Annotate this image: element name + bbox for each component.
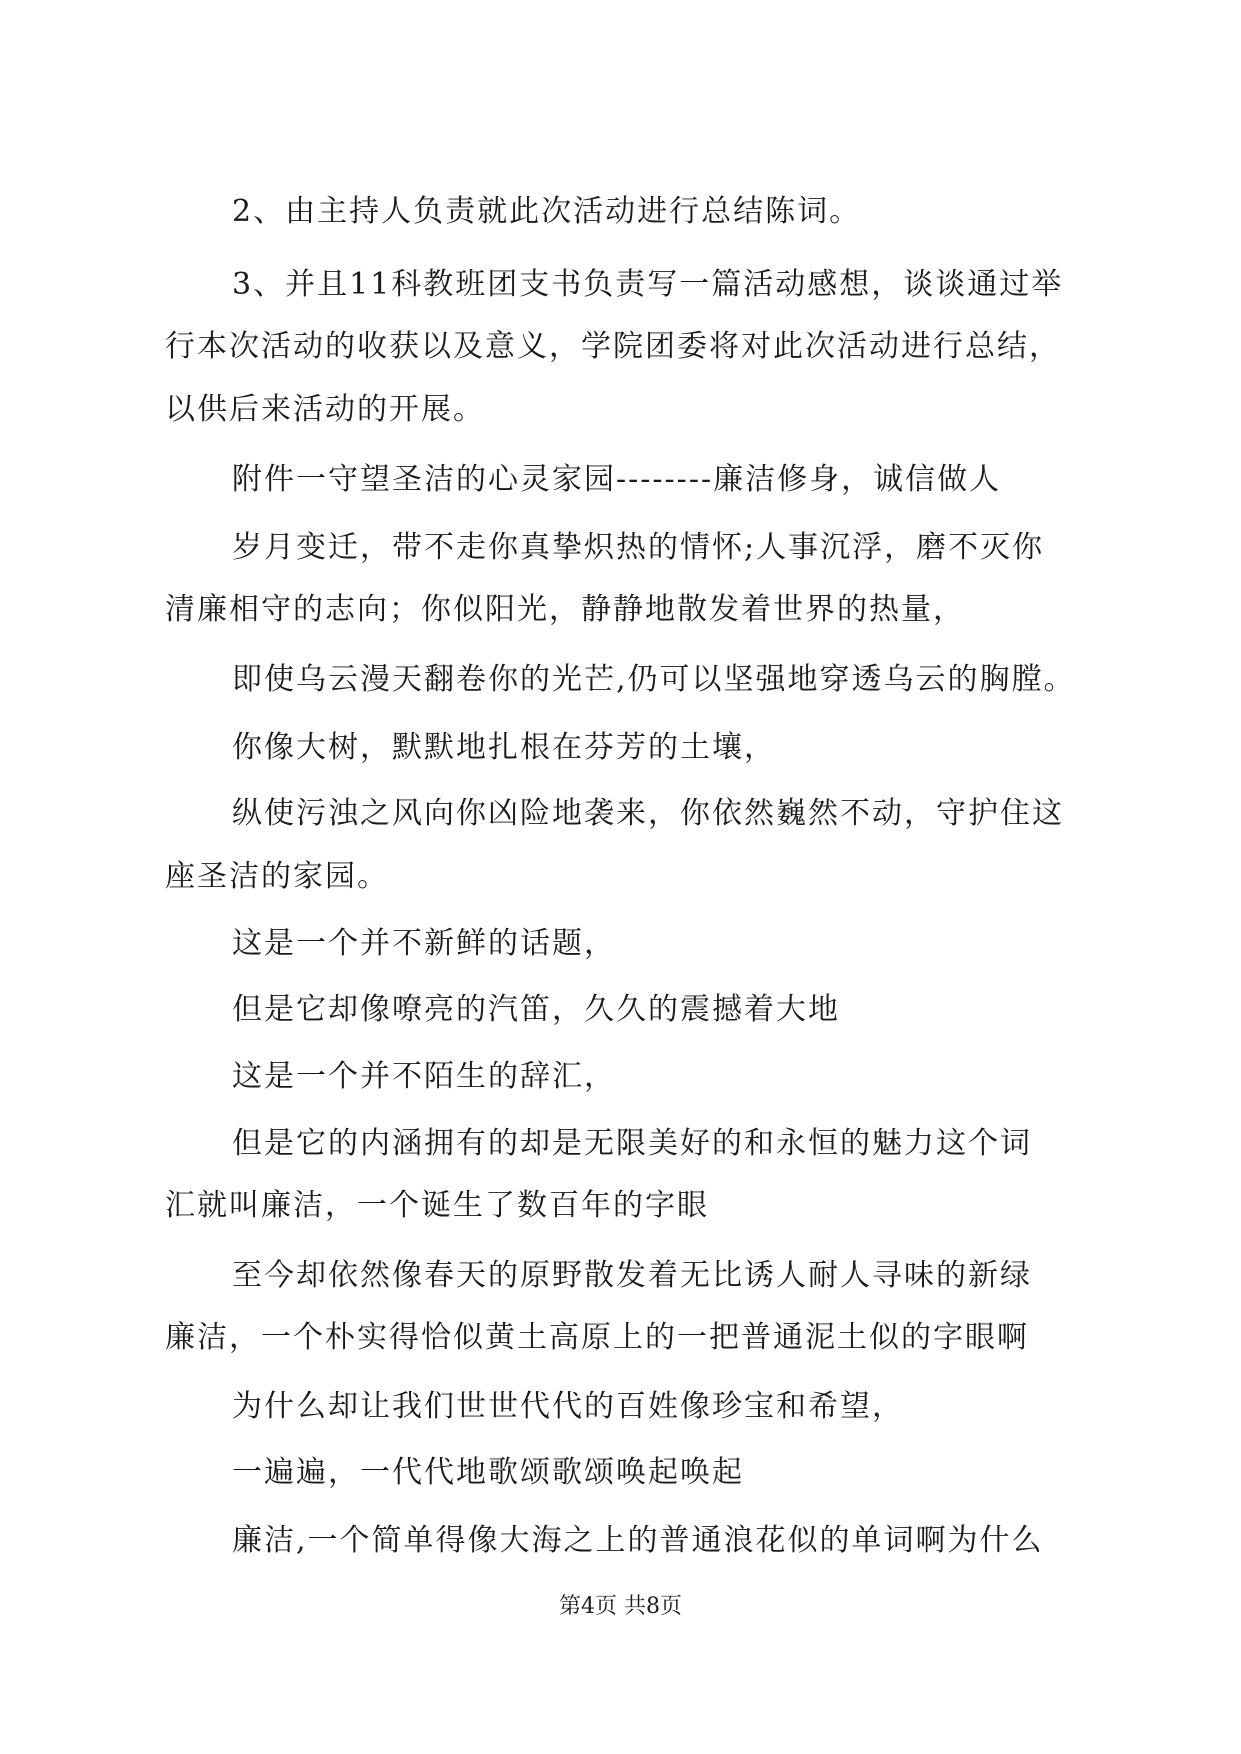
body-line-8: 即使乌云漫天翻卷你的光芒,仍可以坚强地穿透乌云的胸膛。 [232, 662, 1076, 697]
body-line-20: 一遍遍，一代代地歌颂歌颂唤起唤起 [232, 1455, 744, 1490]
body-line-1: 2、由主持人负责就此次活动进行总结陈词。 [232, 194, 862, 229]
body-line-18: 廉洁，一个朴实得恰似黄土高原上的一把普通泥土似的字眼啊 [165, 1320, 1029, 1355]
body-line-17: 至今却依然像春天的原野散发着无比诱人耐人寻味的新绿 [232, 1258, 1032, 1293]
body-line-7: 清廉相守的志向；你似阳光，静静地散发着世界的热量， [165, 592, 965, 627]
body-line-9: 你像大树，默默地扎根在芬芳的土壤， [232, 730, 776, 765]
page-number-footer: 第4页 共8页 [559, 1594, 682, 1619]
body-line-4: 以供后来活动的开展。 [165, 392, 485, 427]
body-line-12: 这是一个并不新鲜的话题， [232, 926, 616, 961]
body-line-11: 座圣洁的家园。 [165, 859, 389, 894]
body-line-21: 廉洁,一个简单得像大海之上的普通浪花似的单词啊为什么 [232, 1523, 1044, 1558]
body-line-3: 行本次活动的收获以及意义，学院团委将对此次活动进行总结， [165, 329, 1061, 364]
body-line-10: 纵使污浊之风向你凶险地袭来，你依然巍然不动，守护住这 [232, 796, 1064, 831]
body-line-19: 为什么却让我们世世代代的百姓像珍宝和希望， [232, 1389, 904, 1424]
body-line-5: 附件一守望圣洁的心灵家园--------廉洁修身，诚信做人 [232, 462, 1002, 497]
body-line-14: 这是一个并不陌生的辞汇， [232, 1059, 616, 1094]
body-line-15: 但是它的内涵拥有的却是无限美好的和永恒的魅力这个词 [232, 1126, 1032, 1161]
body-line-2: 3、并且11科教班团支书负责写一篇活动感想，谈谈通过举 [232, 267, 1064, 302]
body-line-6: 岁月变迁，带不走你真挚炽热的情怀;人事沉浮，磨不灭你 [232, 530, 1045, 565]
body-line-13: 但是它却像嘹亮的汽笛，久久的震撼着大地 [232, 992, 840, 1027]
body-line-16: 汇就叫廉洁，一个诞生了数百年的字眼 [165, 1188, 709, 1223]
